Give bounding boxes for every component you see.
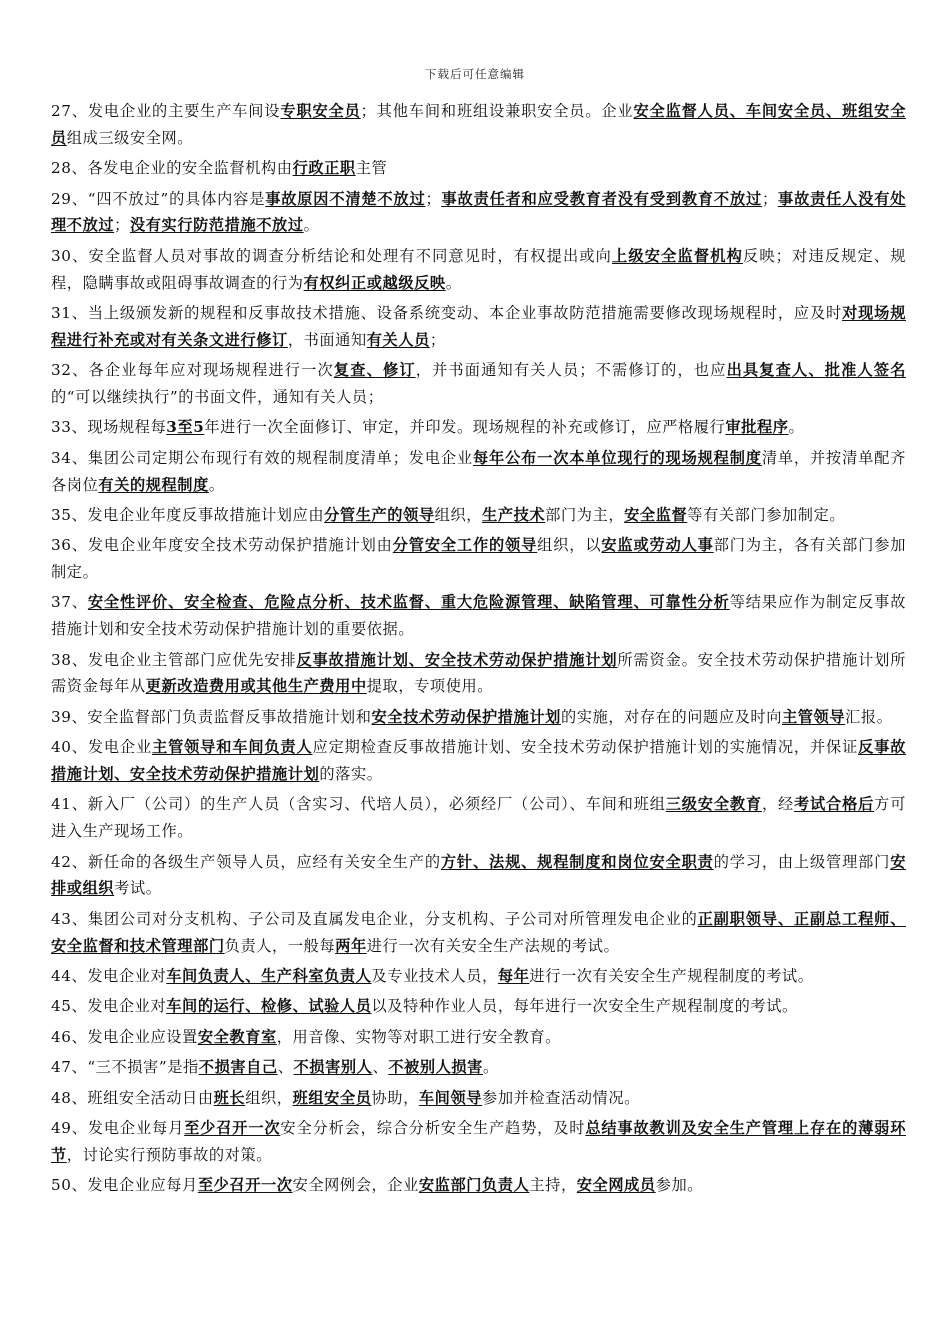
question-text: 40、发电企业 — [51, 738, 153, 757]
answer-text: 安监部门负责人 — [418, 1176, 530, 1195]
answer-text: 安全监督 — [624, 505, 688, 524]
question-paragraph — [51, 589, 906, 643]
question-text: 部门为主， — [545, 505, 625, 524]
answer-text: 车间的运行、检修、试验人员 — [166, 997, 372, 1016]
question-paragraph — [51, 445, 906, 499]
answer-text: 至少召开一次 — [197, 1176, 293, 1195]
answer-text: 安全性评价、安全检查、危险点分析、技术监督、重大危险源管理、缺陷管理、可靠性分析 — [87, 593, 730, 612]
answer-text: 车间负责人、生产科室负责人 — [166, 967, 372, 985]
question-paragraph — [51, 155, 906, 182]
answer-text: 考试合格后 — [794, 795, 875, 814]
question-text: 安全分析会，综合分析安全生产趋势，及时 — [280, 1118, 586, 1137]
question-text: ； — [114, 216, 130, 235]
question-paragraph — [51, 532, 906, 586]
question-paragraph — [51, 906, 906, 960]
question-text: 应定期检查反事故措施计划、安全技术劳动保护措施计划的实施情况，并保证 — [312, 738, 859, 757]
question-text: 组织， — [434, 505, 483, 524]
question-text: 34、集团公司定期公布现行有效的规程制度清单；发电企业 — [51, 448, 473, 467]
question-text: 。 — [208, 475, 225, 494]
question-paragraph — [51, 1085, 906, 1112]
answer-text: 专职安全员 — [280, 102, 361, 120]
answer-text: 出具复查人、批准人签名 — [726, 361, 906, 380]
question-text: ； — [762, 189, 778, 208]
question-text: ； — [425, 189, 442, 208]
question-text: 38、发电企业主管部门应优先安排 — [51, 650, 297, 669]
answer-text: 安全监督人员、车间安全员、班组安全员 — [51, 102, 907, 147]
answer-text: 方针、法规、规程制度和岗位安全职责 — [440, 852, 714, 871]
question-text: 主管 — [355, 159, 388, 178]
question-text: 组织，以 — [537, 536, 602, 555]
question-text: 汇报。 — [845, 707, 893, 726]
answer-text: 安监或劳动人事 — [601, 536, 714, 555]
question-text: 45、发电企业对 — [51, 997, 167, 1016]
question-text: 37、 — [51, 593, 88, 612]
question-paragraph — [51, 704, 906, 731]
question-text: 的“可以继续执行”的书面文件，通知有关人员； — [51, 387, 384, 406]
question-text: 35、发电企业年度反事故措施计划应由 — [51, 505, 325, 524]
question-text: 等有关部门参加制定。 — [687, 505, 846, 524]
question-paragraph — [51, 1024, 906, 1051]
question-text: 等结果应作为制定反事故措施计划和安全技术劳动保护措施计划的重要依据。 — [51, 593, 906, 639]
answer-text: 复查、修订 — [333, 361, 416, 380]
question-paragraph — [51, 734, 906, 788]
question-text: 部门为主，各有关部门参加制定。 — [51, 536, 907, 582]
question-text: 及专业技术人员， — [371, 967, 498, 985]
question-paragraph — [51, 849, 906, 903]
question-text: 协助， — [371, 1088, 419, 1107]
answer-text: 不被别人损害 — [388, 1058, 483, 1077]
question-paragraph — [51, 502, 906, 529]
answer-text: 安全教育室 — [197, 1027, 277, 1046]
question-text: 48、班组安全活动日由 — [51, 1088, 214, 1107]
question-text: 29、“四不放过”的具体内容是 — [51, 189, 266, 208]
answer-text: 审批程序 — [725, 418, 789, 437]
answer-text: 事故责任者和应受教育者没有受到教育不放过 — [441, 189, 763, 208]
answer-text: 更新改造费用或其他生产费用中 — [145, 677, 367, 696]
answer-text: 3至5 — [166, 418, 205, 437]
answer-text: 主管领导和车间负责人 — [152, 738, 313, 757]
question-text: 31、当上级颁发新的规程和反事故技术措施、设备系统变动、本企业事故防范措施需要修改现场规程时，应及时 — [51, 303, 843, 322]
answer-text: 正副职领导、正副总工程师、安全监督和技术管理部门 — [51, 909, 906, 955]
question-text: ，经 — [761, 795, 794, 814]
answer-text: 安排或组织 — [51, 852, 907, 898]
question-text: 的实施，对存在的问题应及时向 — [560, 707, 782, 726]
question-paragraph — [51, 357, 906, 411]
answer-text: 反事故措施计划、安全技术劳动保护措施计划 — [51, 738, 907, 784]
question-text: 清单，并按清单配齐各岗位 — [51, 448, 906, 494]
answer-text: 三级安全教育 — [665, 795, 762, 814]
question-text: ，并书面通知有关人员；不需修订的，也应 — [415, 361, 727, 380]
question-text: 、 — [277, 1058, 294, 1077]
question-text: 27、发电企业的主要生产车间设 — [51, 102, 281, 120]
question-paragraph — [51, 791, 906, 845]
question-text: 的落实。 — [319, 765, 383, 784]
question-text: ，讨论实行预防事故的对策。 — [66, 1145, 273, 1164]
question-text: ； — [429, 330, 446, 349]
answer-text: 没有实行防范措施不放过 — [129, 216, 304, 235]
question-text: 主持， — [529, 1176, 577, 1195]
question-text: 安全网例会，企业 — [292, 1176, 419, 1195]
answer-text: 有权纠正或越级反映 — [303, 273, 446, 292]
question-text: 47、“三不损害”是指 — [51, 1058, 199, 1077]
question-paragraph — [51, 647, 906, 701]
question-text: 提取，专项使用。 — [366, 677, 494, 696]
question-text: 42、新任命的各级生产领导人员，应经有关安全生产的 — [51, 852, 441, 871]
answer-text: 两年 — [335, 936, 367, 955]
question-paragraph — [51, 1172, 906, 1199]
question-text: ；其他车间和班组设兼职安全员。企业 — [360, 102, 634, 120]
question-text: 进行一次有关安全生产法规的考试。 — [366, 936, 620, 955]
question-text: 36、发电企业年度安全技术劳动保护措施计划由 — [51, 536, 393, 555]
question-paragraph — [51, 98, 906, 152]
question-paragraph — [51, 414, 906, 441]
question-text: 49、发电企业每月 — [51, 1118, 185, 1137]
question-text: 44、发电企业对 — [51, 967, 167, 985]
question-text: 43、集团公司对分支机构、子公司及直属发电企业，分支机构、子公司对所管理发电企业的 — [51, 909, 698, 928]
answer-text: 班组安全员 — [292, 1088, 372, 1107]
question-paragraph — [51, 300, 906, 354]
question-text: 所需资金。安全技术劳动保护措施计划所需资金每年从 — [51, 650, 906, 696]
answer-text: 不损害自己 — [198, 1058, 278, 1077]
question-text: 方可进入生产现场工作。 — [51, 795, 906, 841]
answer-text: 班长 — [213, 1088, 246, 1107]
question-text: 负责人，一般每 — [224, 936, 336, 955]
question-text: 参加并检查活动情况。 — [482, 1088, 640, 1107]
answer-text: 反事故措施计划、安全技术劳动保护措施计划 — [296, 650, 618, 669]
answer-text: 不损害别人 — [293, 1058, 373, 1077]
answer-text: 行政正职 — [292, 159, 356, 178]
answer-text: 上级安全监督机构 — [612, 246, 743, 265]
answer-text: 主管领导 — [781, 707, 846, 726]
answer-text: 有关的规程制度 — [98, 475, 209, 494]
question-text: 组织， — [245, 1088, 293, 1107]
question-text: 以及特种作业人员，每年进行一次安全生产规程制度的考试。 — [371, 997, 798, 1016]
question-text: 的学习，由上级管理部门 — [713, 852, 891, 871]
question-text: 30、安全监督人员对事故的调查分析结论和处理有不同意见时，有权提出或向 — [51, 246, 613, 265]
question-text: 46、发电企业应设置 — [51, 1027, 198, 1046]
question-paragraph — [51, 1115, 906, 1169]
question-text: 32、各企业每年应对现场规程进行一次 — [51, 361, 334, 380]
question-paragraph — [51, 993, 906, 1020]
document-body — [51, 98, 906, 1203]
question-text: ，用音像、实物等对职工进行安全教育。 — [276, 1027, 561, 1046]
question-text: 33、现场规程每 — [51, 418, 167, 437]
question-text: 。 — [482, 1058, 499, 1077]
answer-text: 分管安全工作的领导 — [392, 536, 538, 555]
question-text: 反映；对违反规定、规程，隐瞒事故或阻碍事故调查的行为 — [51, 246, 906, 292]
question-text: 。 — [303, 216, 320, 235]
question-text: ，书面通知 — [287, 330, 367, 349]
question-text: 参加。 — [655, 1176, 704, 1195]
answer-text: 安全网成员 — [576, 1176, 656, 1195]
question-paragraph — [51, 1054, 906, 1081]
answer-text: 生产技术 — [482, 505, 546, 524]
question-text: 50、发电企业应每月 — [51, 1176, 198, 1195]
answer-text: 事故原因不清楚不放过 — [265, 189, 426, 208]
question-paragraph — [51, 963, 906, 990]
question-text: 年进行一次全面修订、审定，并印发。现场规程的补充或修订，应严格履行 — [204, 418, 726, 437]
question-text: 考试。 — [114, 879, 162, 898]
question-text: 、 — [372, 1058, 389, 1077]
question-paragraph — [51, 243, 906, 297]
answer-text: 事故责任人没有处理不放过 — [51, 189, 907, 235]
answer-text: 每年公布一次本单位现行的现场规程制度 — [472, 448, 762, 467]
question-text: 进行一次有关安全生产规程制度的考试。 — [529, 967, 814, 985]
question-text: 。 — [445, 273, 462, 292]
answer-text: 车间领导 — [418, 1088, 483, 1107]
answer-text: 有关人员 — [366, 330, 430, 349]
question-text: 39、安全监督部门负责监督反事故措施计划和 — [51, 707, 372, 726]
answer-text: 至少召开一次 — [184, 1118, 281, 1137]
question-text: 41、新入厂（公司）的生产人员（含实习、代培人员），必须经厂（公司）、车间和班组 — [51, 795, 666, 814]
question-text: 组成三级安全网。 — [66, 128, 194, 147]
answer-text: 每年 — [497, 967, 530, 985]
question-text: 。 — [788, 418, 805, 437]
page-header: 下载后可任意编辑 — [425, 67, 525, 81]
answer-text: 对现场规程进行补充或对有关条文进行修订 — [51, 303, 906, 349]
question-text: 28、各发电企业的安全监督机构由 — [51, 159, 293, 178]
answer-text: 安全技术劳动保护措施计划 — [371, 707, 561, 726]
question-paragraph — [51, 186, 906, 240]
answer-text: 分管生产的领导 — [324, 505, 435, 524]
answer-text: 总结事故教训及安全生产管理上存在的薄弱环节 — [51, 1118, 907, 1164]
